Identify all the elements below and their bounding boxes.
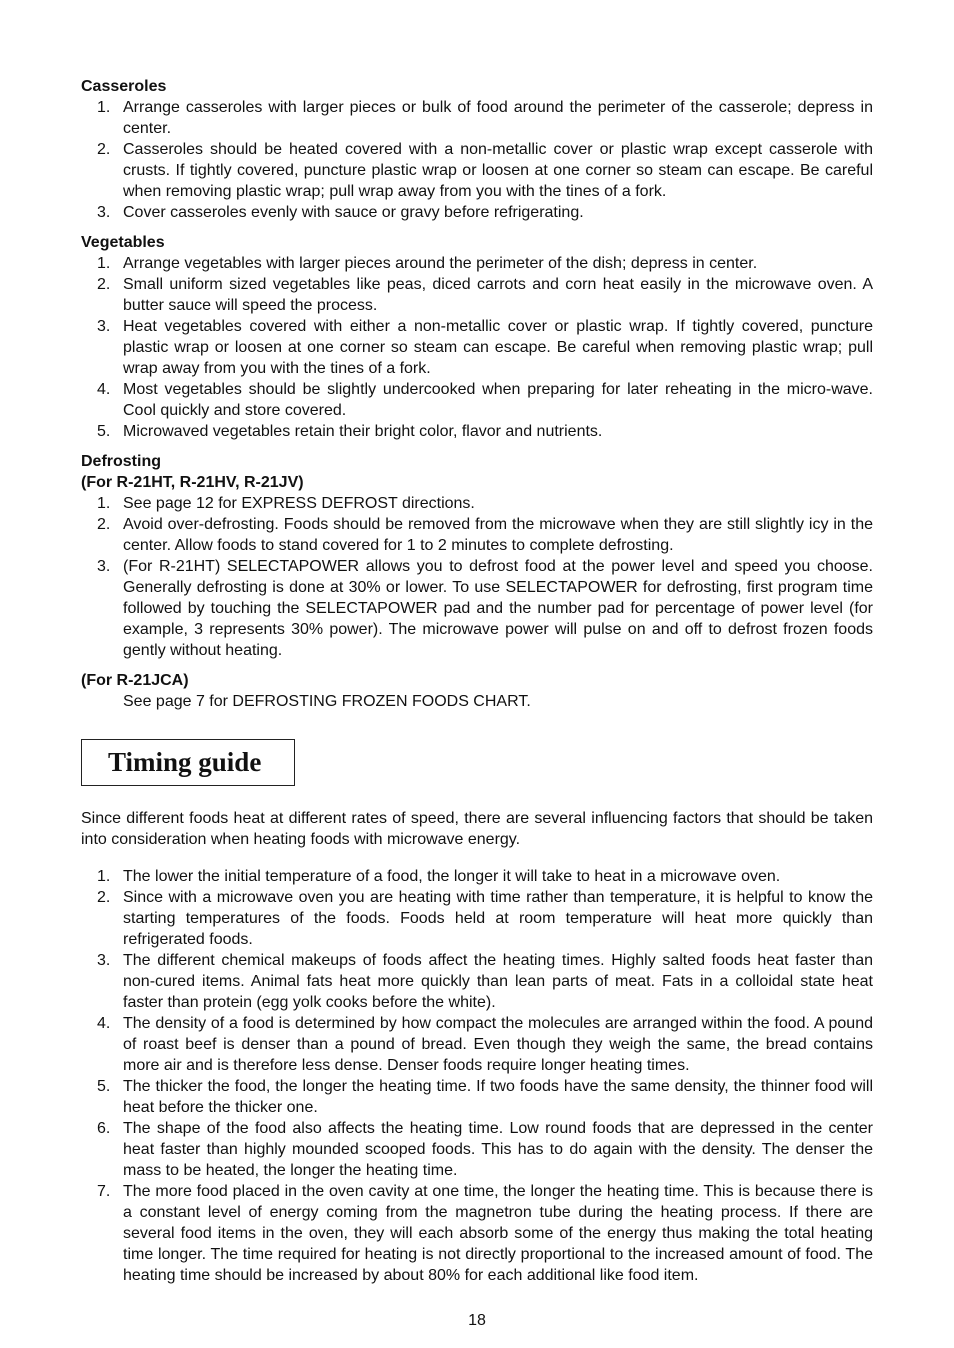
page-number: 18 (468, 1312, 486, 1329)
casseroles-section (81, 76, 873, 223)
defrosting-section (81, 451, 873, 661)
list-item-text: See page 12 for EXPRESS DEFROST directions. (123, 495, 475, 512)
defrosting-jca-heading: (For R-21JCA) (81, 672, 189, 689)
list-item-text: Avoid over-defrosting. Foods should be removed from the microwave when they are still slightly icy in the center. Allow foods to stand covered for 1 to 2 minutes to complete defrosting. (123, 516, 873, 554)
list-item-text: The shape of the food also affects the heating time. Low round foods that are depressed in the center heat faster than highly mounded scooped foods. This has to do again with the density. The denser the mass to be heated, the longer the heating time. (123, 1120, 873, 1179)
timing-guide-intro: Since different foods heat at different rates of speed, there are several influencing factors that should be taken into consideration when heating foods with microwave energy. (81, 810, 873, 848)
list-item: 2. Since with a microwave oven you are heating with time rather than temperature, it is helpful to know the starting temperatures of the foods. Foods held at room temperature will heat more quickly than refrigerated foods. (97, 889, 873, 948)
list-item: 3. (For R-21HT) SELECTAPOWER allows you to defrost food at the power level and speed you choose. Generally defrosting is done at 30% or lower. To use SELECTAPOWER for defrosting, first program time followed by touching the SELECTAPOWER pad and the number pad for percentage of power level (for example, 3 represents 30% power). The microwave power will pulse on and off to defrost frozen foods gently without heating. (97, 558, 873, 659)
list-item: 3. The different chemical makeups of foods affect the heating times. Highly salted foods heat faster than non-cured items. Animal fats heat more quickly than lean parts of meat. Fats in a colloidal state heat faster than protein (egg yolk cooks before the white). (97, 952, 873, 1011)
list-item-text: (For R-21HT) SELECTAPOWER allows you to defrost food at the power level and speed you choose. Generally defrosting is done at 30% or lower. To use SELECTAPOWER for defrosting, first program time followed by touching the SELECTAPOWER pad and the number pad for percentage of power level (for example, 3 represents 30% power). The microwave power will pulse on and off to defrost frozen foods gently without heating. (123, 558, 873, 659)
vegetables-section (81, 232, 873, 442)
list-item: 2. Avoid over-defrosting. Foods should be removed from the microwave when they are still slightly icy in the center. Allow foods to stand covered for 1 to 2 minutes to complete defrosting. (97, 516, 873, 554)
list-item: 1. The lower the initial temperature of a food, the longer it will take to heat in a microwave oven. (97, 868, 781, 885)
list-item-text: Casseroles should be heated covered with a non-metallic cover or plastic wrap except casserole with crusts. If tightly covered, puncture plastic wrap or loosen at one corner so steam can escape. Be careful when removing plastic wrap; pull wrap away from you with the tines of a fork. (123, 141, 873, 200)
list-item-text: The more food placed in the oven cavity at one time, the longer the heating time. This is because there is a constant level of energy coming from the magnetron tube during the heating process. If there are several food items in the oven, they will each absorb some of the energy thus making the total heating time longer. The time required for heating is not directly proportional to the increased amount of food. The heating time should be increased by about 80% for each additional like food item. (123, 1183, 873, 1284)
casseroles-list (81, 97, 873, 223)
list-item-text: Arrange vegetables with larger pieces around the perimeter of the dish; depress in center. (123, 255, 758, 272)
vegetables-heading: Vegetables (81, 234, 165, 251)
list-item: 4. The density of a food is determined by how compact the molecules are arranged within the food. A pound of roast beef is denser than a pound of bread. Even though they weigh the same, the bread contains more air and is therefore less dense. Denser foods require longer heating times. (97, 1015, 873, 1074)
list-item: 2. Small uniform sized vegetables like peas, diced carrots and corn heat easily in the microwave oven. A butter sauce will speed the process. (97, 276, 873, 314)
list-item: 1. See page 12 for EXPRESS DEFROST directions. (97, 495, 475, 512)
list-item: 7. The more food placed in the oven cavity at one time, the longer the heating time. This is because there is a constant level of energy coming from the magnetron tube during the heating process. If there are several food items in the oven, they will each absorb some of the energy thus making the total heating time longer. The time required for heating is not directly proportional to the increased amount of food. The heating time should be increased by about 80% for each additional like food item. (97, 1183, 873, 1284)
list-item-text: Most vegetables should be slightly undercooked when preparing for later reheating in the micro-wave. Cool quickly and store covered. (123, 381, 873, 419)
list-item-text: Since with a microwave oven you are heating with time rather than temperature, it is helpful to know the starting temperatures of the foods. Foods held at room temperature will heat more quickly than refrigerated foods. (123, 889, 873, 948)
list-item: 2. Casseroles should be heated covered with a non-metallic cover or plastic wrap except casserole with crusts. If tightly covered, puncture plastic wrap or loosen at one corner so steam can escape. Be careful when removing plastic wrap; pull wrap away from you with the tines of a fork. (97, 141, 873, 200)
defrosting-list (81, 493, 873, 661)
list-item-text: Heat vegetables covered with either a non-metallic cover or plastic wrap. If tightly covered, puncture plastic wrap or loosen at one corner so steam can escape. Be careful when removing plastic wrap; pull wrap away from you with the tines of a fork. (123, 318, 873, 377)
list-item-text: Cover casseroles evenly with sauce or gravy before refrigerating. (123, 204, 584, 221)
defrosting-jca-section (81, 670, 873, 712)
timing-guide-title: Timing guide (108, 747, 262, 777)
list-item-text: Microwaved vegetables retain their bright color, flavor and nutrients. (123, 423, 603, 440)
vegetables-list (81, 253, 873, 442)
defrosting-jca-text: See page 7 for DEFROSTING FROZEN FOODS CHART. (123, 693, 531, 710)
list-item: 3. Heat vegetables covered with either a non-metallic cover or plastic wrap. If tightly covered, puncture plastic wrap or loosen at one corner so steam can escape. Be careful when removing plastic wrap; pull wrap away from you with the tines of a fork. (97, 318, 873, 377)
timing-guide-list (81, 866, 873, 1286)
casseroles-heading: Casseroles (81, 78, 167, 95)
list-item-text: Small uniform sized vegetables like peas, diced carrots and corn heat easily in the microwave oven. A butter sauce will speed the process. (123, 276, 873, 314)
list-item-text: The density of a food is determined by how compact the molecules are arranged within the food. A pound of roast beef is denser than a pound of bread. Even though they weigh the same, the bread contains more air and is therefore less dense. Denser foods require longer heating times. (123, 1015, 873, 1074)
list-item-text: Arrange casseroles with larger pieces or bulk of food around the perimeter of the casserole; depress in center. (123, 99, 873, 137)
defrosting-subheading: (For R-21HT, R-21HV, R-21JV) (81, 474, 304, 491)
defrosting-heading: Defrosting (81, 453, 161, 470)
list-item: 3. Cover casseroles evenly with sauce or gravy before refrigerating. (97, 204, 584, 221)
list-item: 1. Arrange vegetables with larger pieces around the perimeter of the dish; depress in center. (97, 255, 758, 272)
list-item-text: The lower the initial temperature of a food, the longer it will take to heat in a microwave oven. (123, 868, 781, 885)
list-item: 4. Most vegetables should be slightly undercooked when preparing for later reheating in the micro-wave. Cool quickly and store covered. (97, 381, 873, 419)
manual-page (81, 76, 873, 1286)
list-item-text: The thicker the food, the longer the heating time. If two foods have the same density, the thinner food will heat before the thicker one. (123, 1078, 873, 1116)
list-item: 5. Microwaved vegetables retain their bright color, flavor and nutrients. (97, 423, 603, 440)
list-item-text: The different chemical makeups of foods affect the heating times. Highly salted foods heat faster than non-cured items. Animal fats heat more quickly than lean parts of meat. Fats in a colloidal state heat faster than protein (egg yolk cooks before the white). (123, 952, 873, 1011)
timing-guide-title-box (81, 739, 295, 786)
list-item: 6. The shape of the food also affects the heating time. Low round foods that are depressed in the center heat faster than highly mounded scooped foods. This has to do again with the density. The denser the mass to be heated, the longer the heating time. (97, 1120, 873, 1179)
list-item: 5. The thicker the food, the longer the heating time. If two foods have the same density, the thinner food will heat before the thicker one. (97, 1078, 873, 1116)
list-item: 1. Arrange casseroles with larger pieces or bulk of food around the perimeter of the casserole; depress in center. (97, 99, 873, 137)
